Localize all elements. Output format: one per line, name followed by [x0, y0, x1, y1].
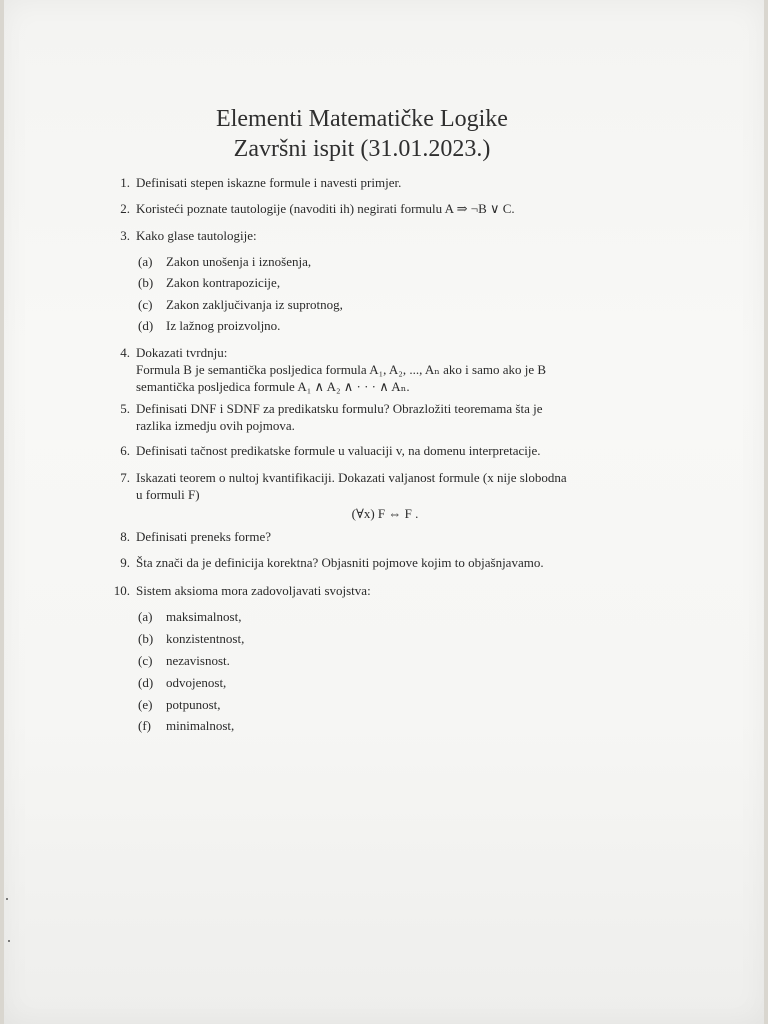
item-label: (a)	[138, 609, 153, 624]
page-title: Elementi Matematičke Logike	[216, 106, 508, 132]
item-text: konzistentnost,	[166, 631, 245, 646]
item-text: odvojenost,	[166, 675, 227, 690]
item-label: (b)	[138, 631, 154, 646]
question-number: 10.	[113, 583, 130, 598]
question-text: Kako glase tautologije:	[136, 228, 257, 243]
item-label: (c)	[138, 653, 153, 668]
question-number: 2.	[120, 201, 130, 216]
item-label: (a)	[138, 254, 153, 269]
question-number: 9.	[120, 555, 130, 570]
item-text: maksimalnost,	[166, 609, 242, 624]
item-text: Zakon kontrapozicije,	[166, 275, 281, 290]
question-number: 3.	[120, 228, 130, 243]
item-label: (d)	[138, 318, 154, 333]
question-text: Dokazati tvrdnju:	[136, 345, 228, 360]
item-text: Zakon zaključivanja iz suprotnog,	[166, 297, 343, 312]
question-8	[104, 528, 634, 545]
item-label: (f)	[138, 718, 151, 733]
paper-speck	[8, 940, 10, 942]
question-number: 5.	[120, 401, 130, 416]
question-3-item-d	[138, 317, 280, 334]
question-5	[104, 400, 634, 434]
question-text: Definisati tačnost predikatske formule u valuaciji v, na domenu interpretacije.	[136, 443, 541, 458]
question-number: 1.	[120, 175, 130, 190]
item-label: (e)	[138, 697, 153, 712]
title-block	[4, 104, 720, 164]
question-10-item-e	[138, 696, 221, 713]
question-9	[104, 554, 634, 571]
question-6	[104, 442, 634, 459]
item-label: (d)	[138, 675, 154, 690]
question-text: Definisati DNF i SDNF za predikatsku formulu? Obrazložiti teoremama šta je	[136, 401, 543, 416]
question-10-item-f	[138, 717, 234, 734]
question-number: 7.	[120, 470, 130, 485]
page-subtitle: Završni ispit (31.01.2023.)	[233, 136, 491, 162]
question-10-item-a	[138, 608, 241, 625]
item-text: Iz lažnog proizvoljno.	[166, 318, 281, 333]
item-text: nezavisnost.	[166, 653, 230, 668]
item-text: potpunost,	[166, 697, 221, 712]
question-text: Definisati preneks forme?	[136, 529, 272, 544]
question-number: 8.	[120, 529, 130, 544]
question-text: Sistem aksioma mora zadovoljavati svojstva:	[136, 583, 371, 598]
question-10-item-b	[138, 630, 244, 647]
question-number: 6.	[120, 443, 130, 458]
exam-paper	[4, 0, 764, 1024]
question-text: Iskazati teorem o nultoj kvantifikaciji. Dokazati valjanost formule (x nije slobodna	[136, 470, 567, 485]
question-10-item-d	[138, 674, 226, 691]
question-text-line-2: razlika izmedju ovih pojmova.	[136, 418, 295, 433]
question-text-line-3: semantička posljedica formule A₁ ∧ A₂ ∧ · · · ∧ Aₙ.	[136, 379, 410, 394]
paper-speck	[6, 898, 8, 900]
question-3-item-c	[138, 296, 343, 313]
question-text: Definisati stepen iskazne formule i navesti primjer.	[136, 175, 402, 190]
question-2	[104, 200, 634, 217]
item-label: (c)	[138, 297, 153, 312]
question-4	[104, 344, 634, 395]
question-10	[104, 582, 634, 599]
item-label: (b)	[138, 275, 154, 290]
question-text-line-2: u formuli F)	[136, 487, 200, 502]
question-1	[104, 174, 634, 191]
question-text-line-2: Formula B je semantička posljedica formula A₁, A₂, ..., Aₙ ako i samo ako je B	[136, 362, 547, 377]
question-3-item-a	[138, 253, 311, 270]
question-text: Šta znači da je definicija korektna? Objasniti pojmove kojim to objašnjavamo.	[136, 555, 544, 570]
question-text: Koristeći poznate tautologije (navoditi ih) negirati formulu A ⇒ ¬B ∨ C.	[136, 201, 515, 216]
item-text: Zakon unošenja i iznošenja,	[166, 254, 312, 269]
question-number: 4.	[120, 345, 130, 360]
question-3	[104, 227, 634, 244]
item-text: minimalnost,	[166, 718, 235, 733]
question-3-item-b	[138, 274, 280, 291]
question-10-item-c	[138, 652, 230, 669]
question-7	[104, 469, 634, 522]
formula: (∀x) F ⇔ F .	[351, 506, 419, 521]
